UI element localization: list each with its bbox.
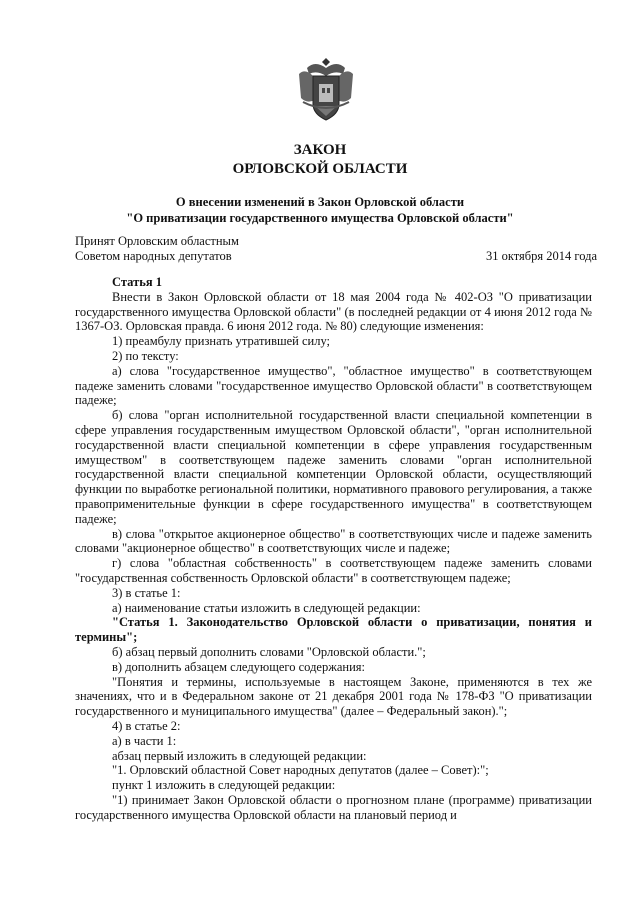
paragraph: а) в части 1: <box>112 733 177 748</box>
paragraph: 4) в статье 2: <box>112 718 181 733</box>
article-heading: Статья 1 <box>112 275 162 289</box>
paragraph: б) абзац первый дополнить словами "Орловской области."; <box>112 644 426 659</box>
quoted-article-heading: "Статья 1. Законодательство Орловской области о приватизации, понятия и термины"; <box>75 615 592 645</box>
paragraph: а) наименование статьи изложить в следующей редакции: <box>112 600 421 615</box>
paragraph: Внести в Закон Орловской области от 18 мая 2004 года № 402-ОЗ "О приватизации государственного имущества Орловской области" (в последней редакции от 4 июня 2012 года № 1367-ОЗ. Орловская правда. 6 июня 2012 года. № 80) следующие изменения: <box>75 289 592 334</box>
paragraph: в) дополнить абзацем следующего содержания: <box>112 659 366 674</box>
law-title: ЗАКОН <box>293 142 347 158</box>
adoption-line2: Советом народных депутатов <box>75 249 232 263</box>
paragraph: 2) по тексту: <box>112 348 179 363</box>
paragraph: г) слова "областная собственность" в соответствующем падеже заменить словами "государственная собственность Орловской области" в соответствующем падеже; <box>75 556 592 585</box>
adoption-line1: Принят Орловским областным <box>75 234 239 248</box>
paragraph: "1) принимает Закон Орловской области о прогнозном плане (программе) приватизации государственного имущества Орловской области на плановый период и <box>75 792 592 822</box>
paragraph: б) слова "орган исполнительной государственной власти специальной компетенции в сфере управления государственным имуществом Орловской области", "орган исполнительной государственной власти специальной компетенции в сфере управления государственным имуществом" в соответствующем падеже заменить словами "орган исполнительной государственной власти специальной компетенции Орловской области, осуществляющий функции по выработке региональной политики, нормативного правового регулирования, а также правоприменительные функции в сфере государственного имущества" в соответствующем падеже; <box>75 408 592 526</box>
paragraph: 1) преамбулу признать утратившей силу; <box>112 334 331 349</box>
paragraph: а) слова "государственное имущество", "областное имущество" в соответствующем падеже заменить словами "государственное имущество Орловской области" в соответствующем падеже; <box>75 363 592 408</box>
paragraph: абзац первый изложить в следующей редакции: <box>112 748 367 763</box>
region-title: ОРЛОВСКОЙ ОБЛАСТИ <box>232 161 408 177</box>
coat-of-arms-icon <box>295 54 357 124</box>
paragraph: в) слова "открытое акционерное общество" в соответствующих числе и падеже заменить словами "акционерное общество" в соответствующих числе и падеже; <box>75 526 592 556</box>
paragraph: "Понятия и термины, используемые в настоящем Законе, применяются в тех же значениях, что и в Федеральном законе от 21 декабря 2001 года № 178-ФЗ "О приватизации государственного и муниципального имущества" (далее – Федеральный закон)."; <box>75 674 592 719</box>
paragraph: пункт 1 изложить в следующей редакции: <box>112 778 336 793</box>
law-subtitle-line1: О внесении изменений в Закон Орловской области <box>175 195 465 209</box>
paragraph: "1. Орловский областной Совет народных депутатов (далее – Совет):"; <box>112 763 489 778</box>
document-body <box>75 275 592 822</box>
paragraph: 3) в статье 1: <box>112 585 181 600</box>
law-subtitle-line2: "О приватизации государственного имущества Орловской области" <box>126 211 514 225</box>
adoption-statement <box>75 234 239 264</box>
adoption-date: 31 октября 2014 года <box>485 249 597 263</box>
